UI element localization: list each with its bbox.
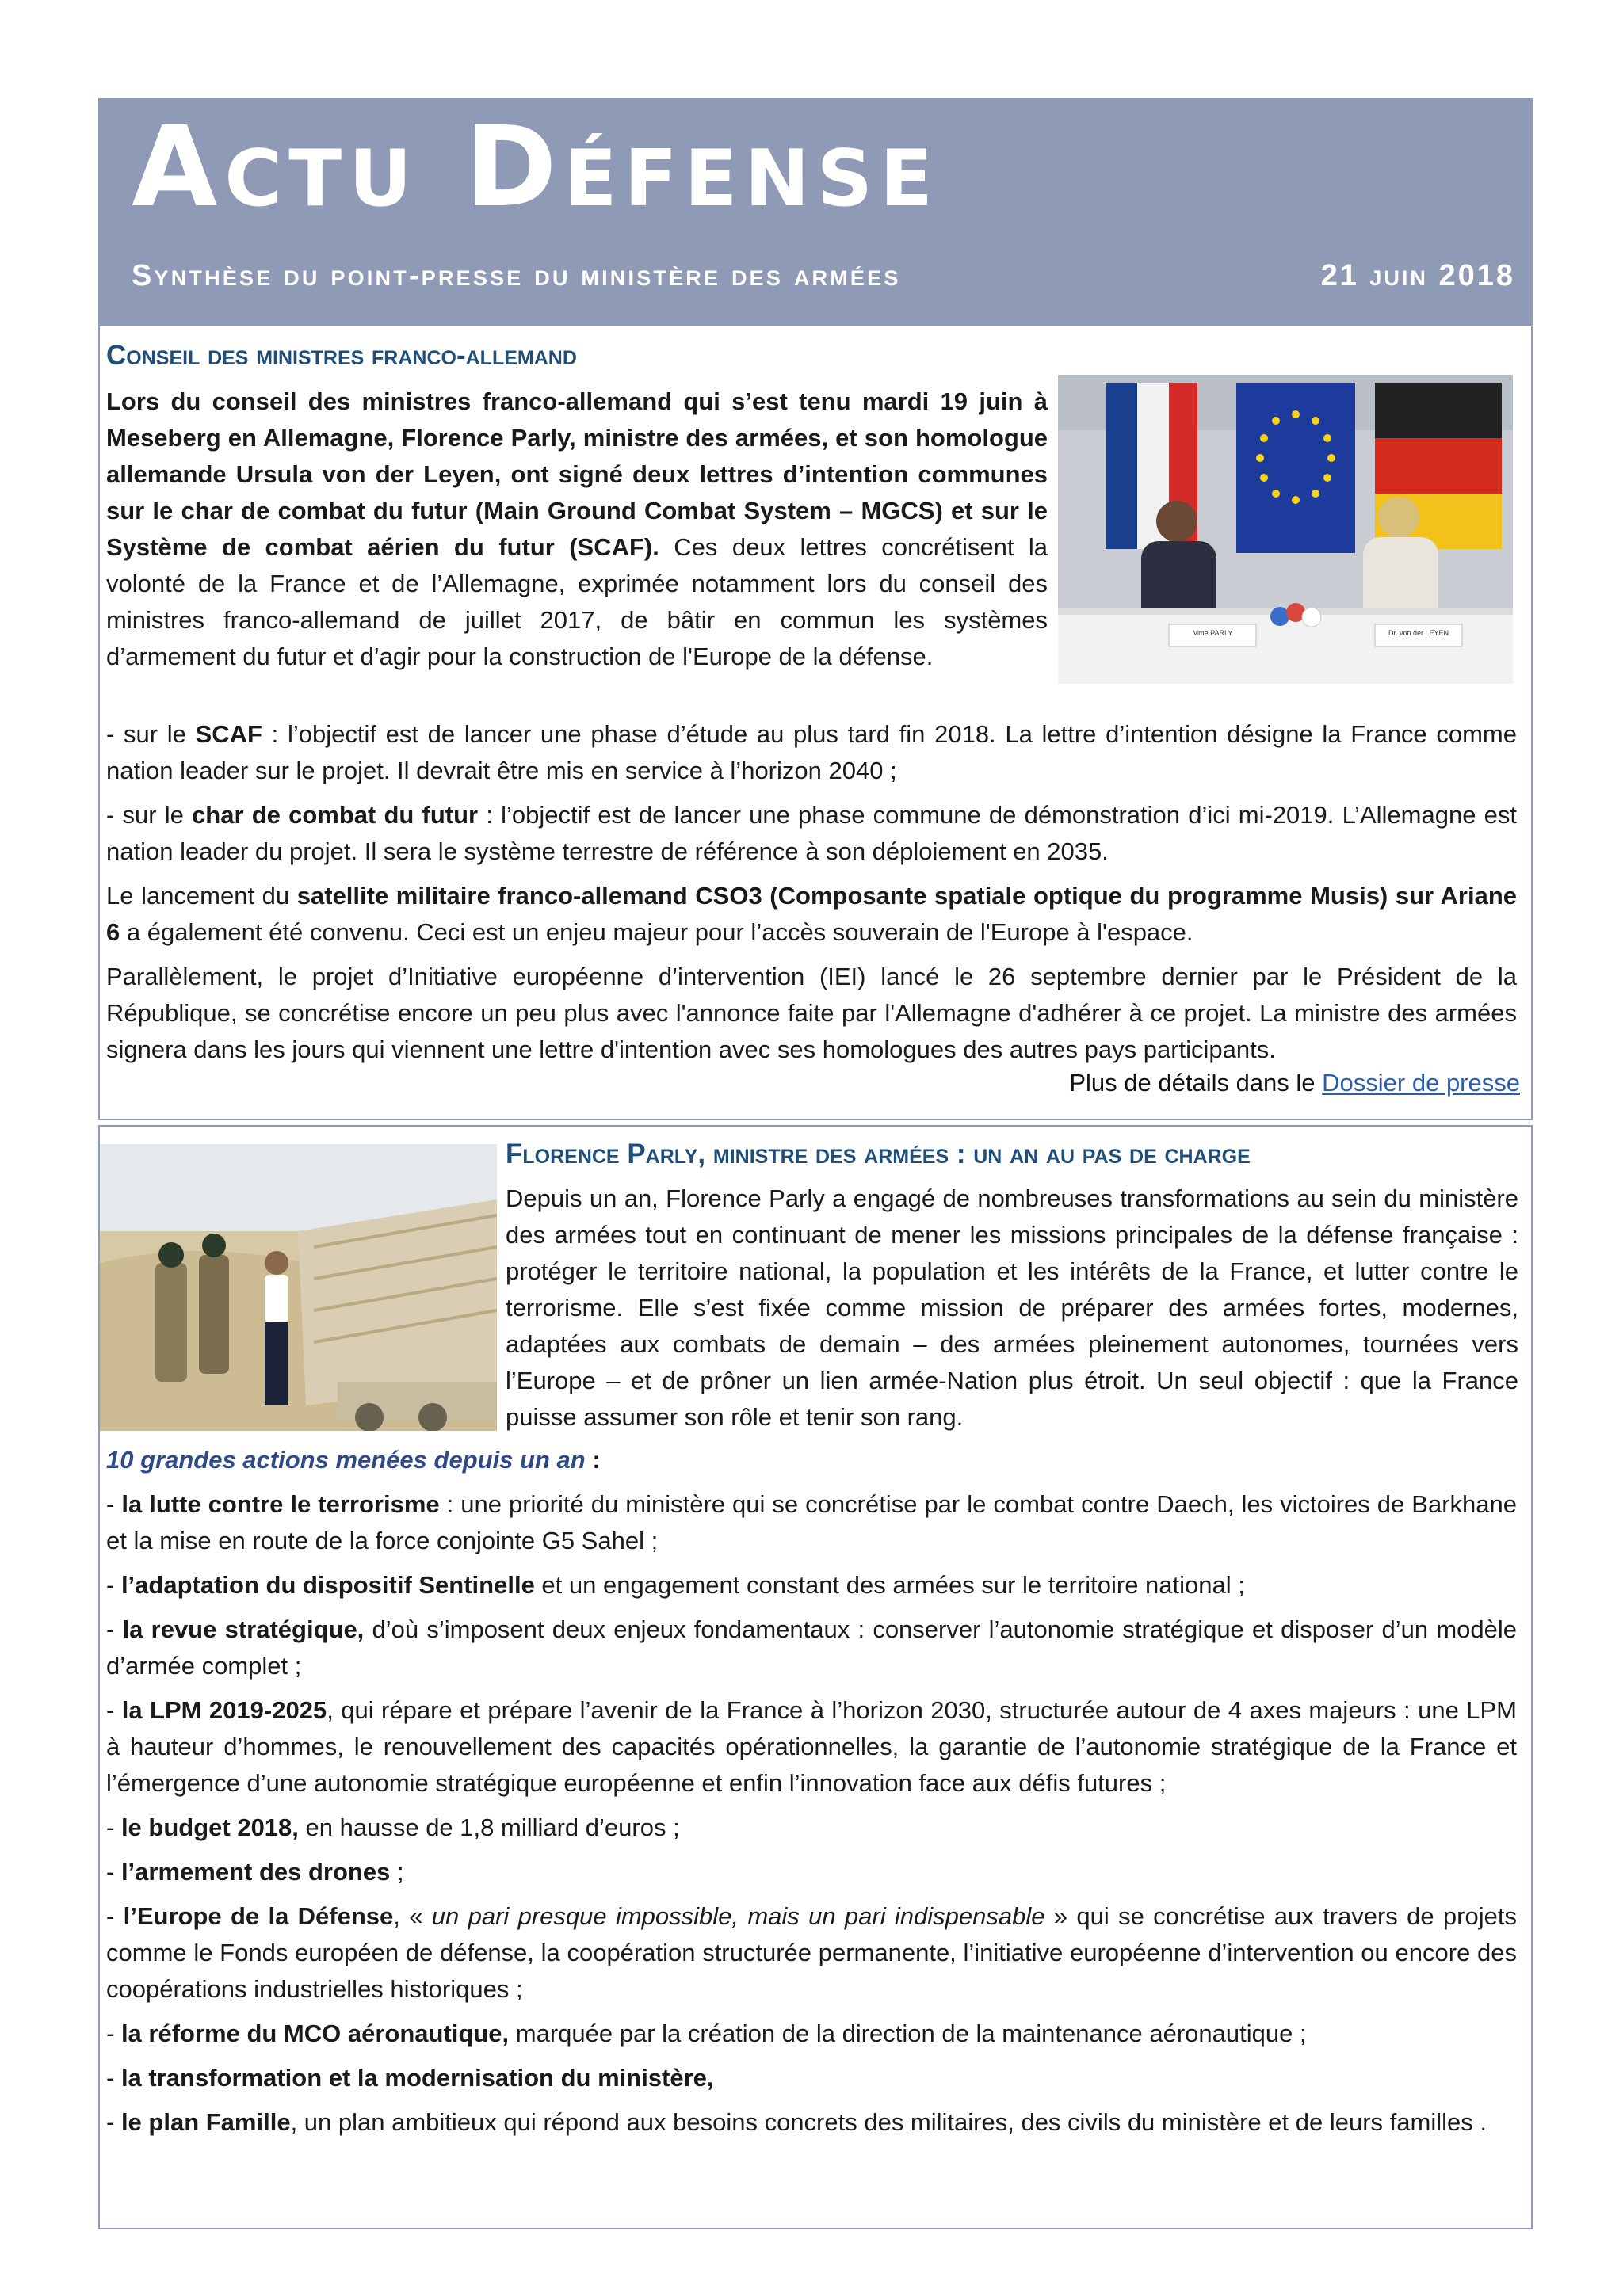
action-item: - la revue stratégique, d’où s’imposent deux enjeux fondamentaux : conserver l’autonomie stratégique et disposer d’un modèle d’armée complet ; (106, 1615, 1518, 1680)
signing-photo-illustration (1058, 375, 1513, 684)
cso3-paragraph: Le lancement du satellite militaire franco-allemand CSO3 (Composante spatiale optique du programme Musis) sur Ariane 6 a également été convenu. Ceci est un enjeu majeur pour l’accès souverain de l'Europe à l'espace. (106, 882, 1517, 946)
action-item: - la transformation et la modernisation du ministère, (106, 2064, 714, 2092)
action-item: - la lutte contre le terrorisme : une priorité du ministère qui se concrétise par le combat contre Daech, les victoires de Barkhane et la mise en route de la force conjointe G5 Sahel ; (106, 1490, 1518, 1554)
scaf-paragraph: - sur le SCAF : l’objectif est de lancer une phase d’étude au plus tard fin 2018. La lettre d’intention désigne la France comme nation leader sur le projet. Il devrait être mis en service à l’horizon 2040 ; (106, 720, 1517, 784)
desert-photo-illustration (100, 1144, 497, 1431)
action-item: - le budget 2018, en hausse de 1,8 milliard d’euros ; (106, 1814, 680, 1841)
action-item: - le plan Famille, un plan ambitieux qui répond aux besoins concrets des militaires, des civils du ministère et de leurs familles . (106, 2108, 1487, 2136)
section1-body (106, 716, 1517, 1076)
press-kit-link[interactable]: Dossier de presse (1322, 1069, 1520, 1097)
page-subtitle: Synthèse du point-presse du ministère des armées (132, 259, 901, 292)
name-card-right: Dr. von der LEYEN (1388, 629, 1449, 637)
header-banner (98, 98, 1533, 326)
actions-list (106, 1442, 1517, 2149)
signing-photo (1058, 375, 1513, 684)
section1-intro (106, 383, 1048, 683)
parly-intro: Depuis un an, Florence Parly a engagé de nombreuses transformations au sein du ministère des armées tout en continuant de mener les missions principales de la défense française : protéger le territoire national, la population et les intérêts de la France, et lutter contre le terrorisme. Elle s’est fixée comme mission de préparer des armées fortes, modernes, adaptées aux combats de demain – des armées pleinement autonomes, tournées vers l’Europe – et de prôner un lien armée-Nation plus étroit. Un seul objectif : que la France puisse assumer son rôle et tenir son rang. (506, 1184, 1518, 1431)
action-item: - la réforme du MCO aéronautique, marquée par la création de la direction de la maintenance aéronautique ; (106, 2019, 1307, 2047)
action-item: - l’Europe de la Défense, « un pari presque impossible, mais un pari indispensable » qui se concrétise aux travers de projets comme le Fonds européen de défense, la coopération structurée permanente, l’initiative européenne d’intervention ou encore des coopérations industrielles historiques ; (106, 1902, 1517, 2003)
section-heading-parly: Florence Parly, ministre des armées : un an au pas de charge (506, 1138, 1251, 1169)
section-heading: Conseil des ministres franco-allemand (106, 340, 577, 371)
intro-bold: Lors du conseil des ministres franco-allemand qui s’est tenu mardi 19 juin à Meseberg en Allemagne, Florence Parly, ministre des armées, et son homologue allemande Ursula von der Leyen, ont signé deux lettres d’intention communes sur le char de combat du futur (Main Ground Combat System – MGCS) et sur le Système de combat aérien du futur (SCAF). (106, 387, 1048, 561)
iei-paragraph: Parallèlement, le projet d’Initiative européenne d’intervention (IEI) lancé le 26 septembre dernier par le Président de la République, se concrétise encore un peu plus avec l'annonce faite par l'Allemagne d'adhérer à ce projet. La ministre des armées signera dans les jours qui viennent une lettre d'intention avec ses homologues des autres pays participants. (106, 963, 1517, 1063)
actions-heading: 10 grandes actions menées depuis un an : (106, 1446, 601, 1474)
name-card-left: Mme PARLY (1192, 629, 1233, 637)
press-kit-note: Plus de détails dans le Dossier de presse (1069, 1069, 1520, 1097)
page-title: Actu Défense (132, 103, 941, 232)
action-item: - l’adaptation du dispositif Sentinelle et un engagement constant des armées sur le territoire national ; (106, 1571, 1245, 1599)
desert-photo (100, 1144, 497, 1431)
section2-intro (506, 1180, 1518, 1444)
action-item: - l’armement des drones ; (106, 1858, 404, 1886)
char-paragraph: - sur le char de combat du futur : l’objectif est de lancer une phase commune de démonstration d’ici mi-2019. L’Allemagne est nation leader du projet. Il sera le système terrestre de référence à son déploiement en 2035. (106, 801, 1517, 865)
intro-text: Ces deux lettres concrétisent la volonté de la France et de l’Allemagne, exprimée notamment lors du conseil des ministres franco-allemand de juillet 2017, de bâtir en commun les systèmes d’armement du futur et d’agir pour la construction de l'Europe de la défense. (106, 533, 1048, 670)
action-item: - la LPM 2019-2025, qui répare et prépare l’avenir de la France à l’horizon 2030, structurée autour de 4 axes majeurs : une LPM à hauteur d’hommes, le renouvellement des capacités opérationnelles, la garantie de l’autonomie stratégique de la France et l’émergence d’une autonomie stratégique européenne et enfin l’innovation face aux défis futures ; (106, 1696, 1518, 1797)
publication-date: 21 juin 2018 (1320, 259, 1515, 292)
